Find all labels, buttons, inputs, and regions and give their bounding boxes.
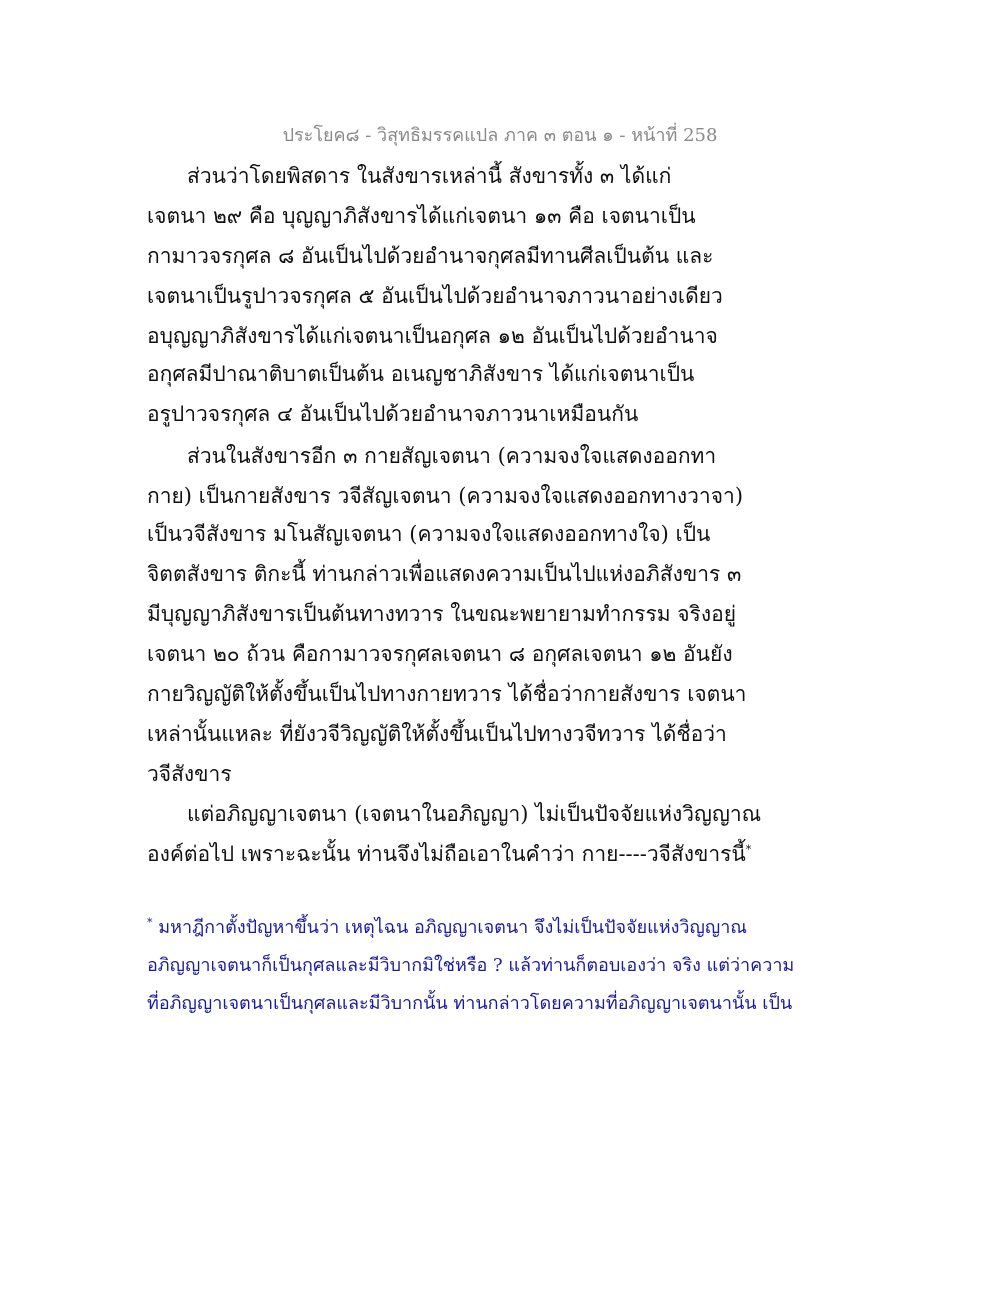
page-header: ประโยค๘ - วิสุทธิมรรคแปล ภาค ๓ ตอน ๑ - หน้าที่ 258 bbox=[282, 125, 718, 146]
body-line: เจตนาเป็นรูปาวจรกุศล ๕ อันเป็นไปด้วยอำนาจภาวนาอย่างเดียว bbox=[147, 284, 723, 308]
body-line: ส่วนในสังขารอีก ๓ กายสัญเจตนา (ความจงใจแสดงออกทา bbox=[187, 444, 717, 468]
footnote-line: อภิญญาเจตนาก็เป็นกุศลและมีวิบากมิใช่หรือ ? แล้วท่านก็ตอบเองว่า จริง แต่ว่าความ bbox=[147, 955, 795, 976]
body-line: แต่อภิญญาเจตนา (เจตนาในอภิญญา) ไม่เป็นปัจจัยแห่งวิญญาณ bbox=[187, 802, 762, 826]
body-line: กามาวจรกุศล ๘ อันเป็นไปด้วยอำนาจกุศลมีทานศีลเป็นต้น และ bbox=[147, 244, 714, 268]
body-line: อรูปาวจรกุศล ๔ อันเป็นไปด้วยอำนาจภาวนาเหมือนกัน bbox=[147, 402, 639, 426]
body-line: กาย) เป็นกายสังขาร วจีสัญเจตนา (ความจงใจแสดงออกทางวาจา) bbox=[147, 484, 744, 508]
footnote-line bbox=[147, 912, 747, 941]
body-line: อกุศลมีปาณาติบาตเป็นต้น อเนญชาภิสังขาร ได้แก่เจตนาเป็น bbox=[147, 362, 695, 386]
footnote-line: ที่อภิญญาเจตนาเป็นกุศลและมีวิบากนั้น ท่านกล่าวโดยความที่อภิญญาเจตนานั้น เป็น bbox=[147, 993, 793, 1014]
body-line: อบุญญาภิสังขารได้แก่เจตนาเป็นอกุศล ๑๒ อันเป็นไปด้วยอำนาจ bbox=[147, 324, 718, 348]
footnote-reference: * bbox=[745, 843, 752, 856]
body-line: เป็นวจีสังขาร มโนสัญเจตนา (ความจงใจแสดงออกทางใจ) เป็น bbox=[147, 522, 711, 546]
body-line: กายวิญญัติให้ตั้งขึ้นเป็นไปทางกายทวาร ได้ชื่อว่ากายสังขาร เจตนา bbox=[147, 682, 747, 706]
body-line: วจีสังขาร bbox=[147, 762, 232, 786]
body-line: เจตนา ๒๐ ถ้วน คือกามาวจรกุศลเจตนา ๘ อกุศลเจตนา ๑๒ อันยัง bbox=[147, 642, 733, 666]
body-line: มีบุญญาภิสังขารเป็นต้นทางทวาร ในขณะพยายามทำกรรม จริงอยู่ bbox=[147, 602, 737, 626]
body-line: จิตตสังขาร ติกะนี้ ท่านกล่าวเพื่อแสดงความเป็นไปแห่งอภิสังขาร ๓ bbox=[147, 562, 742, 586]
body-line: เจตนา ๒๙ คือ บุญญาภิสังขารได้แก่เจตนา ๑๓ คือ เจตนาเป็น bbox=[147, 204, 696, 228]
body-line: เหล่านั้นแหละ ที่ยังวจีวิญญัติให้ตั้งขึ้นเป็นไปทางวจีทวาร ได้ชื่อว่า bbox=[147, 722, 727, 746]
body-line bbox=[147, 838, 751, 871]
body-line: ส่วนว่าโดยพิสดาร ในสังขารเหล่านี้ สังขารทั้ง ๓ ได้แก่ bbox=[187, 164, 672, 188]
footnote-mark: * bbox=[147, 916, 153, 929]
footnote-line-text: มหาฎีกาตั้งปัญหาขึ้นว่า เหตุไฉน อภิญญาเจตนา จึงไม่เป็นปัจจัยแห่งวิญญาณ bbox=[158, 917, 747, 938]
body-line-text: องค์ต่อไป เพราะฉะนั้น ท่านจึงไม่ถือเอาในคำว่า กาย----วจีสังขารนี้ bbox=[147, 842, 746, 866]
